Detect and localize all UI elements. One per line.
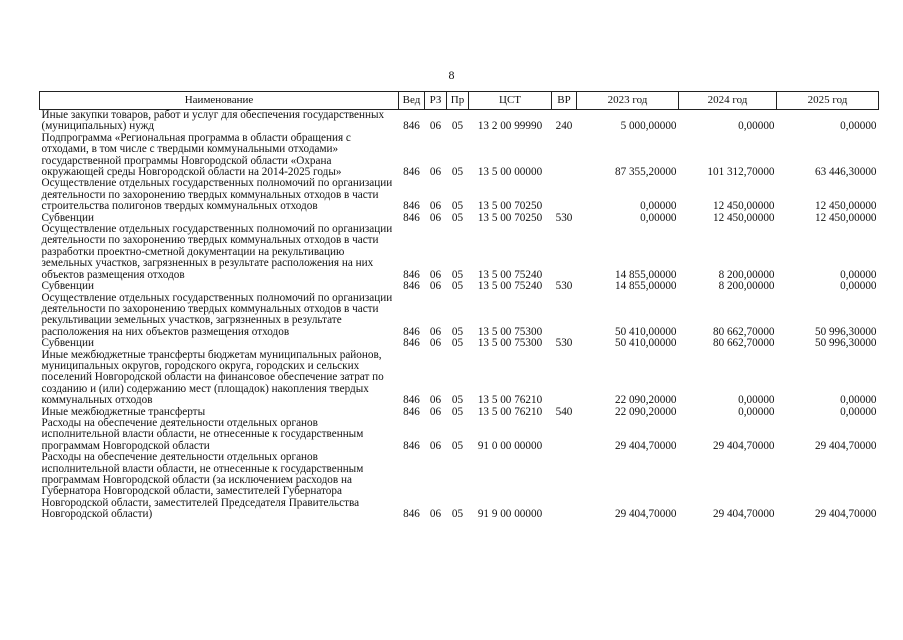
row-2024: 12 450,00000	[712, 200, 775, 213]
row-2023: 5 000,00000	[620, 120, 677, 133]
row-ved: 846	[403, 508, 420, 521]
row-2025: 50 996,30000	[814, 325, 877, 338]
row-vr	[552, 452, 577, 520]
table-row	[40, 110, 879, 133]
row-name: Иные межбюджетные трансферты бюджетам муниципальных районов, муниципальных округов, городского округа, городских и сельских поселений Новгородской области на финансовое обеспечение затрат по созданию и (или) содержанию мест (площадок) накопления твердых коммунальных отходов	[41, 348, 384, 407]
row-vr	[552, 133, 577, 179]
row-name: Осуществление отдельных государственных полномочий по организации деятельности по захоронению твердых коммунальных отходов в части рекультивации земельных участков, загрязненных в результате расположения на них объектов размещения отходов	[41, 291, 393, 338]
row-2024: 0,00000	[738, 120, 775, 133]
row-2023: 29 404,70000	[614, 508, 677, 521]
header-vr: ВР	[552, 92, 577, 110]
table-row	[40, 418, 879, 452]
header-ved: Вед	[399, 92, 425, 110]
row-rz: 06	[429, 211, 442, 224]
row-vr: 530	[555, 337, 573, 350]
row-rz: 06	[429, 394, 442, 407]
table-row	[40, 293, 879, 339]
header-2025: 2025 год	[777, 92, 879, 110]
row-name: Субвенции	[41, 211, 94, 224]
row-rz: 06	[429, 439, 442, 452]
row-ved: 846	[403, 394, 420, 407]
row-cst: 91 9 00 00000	[477, 508, 543, 521]
row-2023: 0,00000	[640, 200, 677, 213]
table-row	[40, 178, 879, 212]
header-pr: Пр	[447, 92, 469, 110]
row-rz: 06	[429, 166, 442, 179]
row-cst: 13 5 00 75300	[477, 337, 543, 350]
row-2023: 22 090,20000	[614, 394, 677, 407]
row-2024: 8 200,00000	[718, 280, 775, 293]
row-rz: 06	[429, 405, 442, 418]
row-cst: 13 2 00 99990	[477, 120, 543, 133]
row-name: Расходы на обеспечение деятельности отдельных органов исполнительной власти области, не отнесенные к государственным программам Новгородской области	[41, 416, 364, 452]
row-2025: 0,00000	[840, 405, 877, 418]
page-number: 8	[448, 68, 455, 82]
row-2025: 50 996,30000	[814, 337, 877, 350]
row-ved: 846	[403, 211, 420, 224]
row-pr: 05	[451, 268, 464, 281]
row-name: Иные закупки товаров, работ и услуг для обеспечения государственных (муниципальных) нужд	[41, 109, 385, 133]
header-name: Наименование	[40, 92, 399, 110]
row-vr	[552, 418, 577, 452]
row-2024: 0,00000	[738, 394, 775, 407]
row-2023: 22 090,20000	[614, 405, 677, 418]
header-rz: РЗ	[425, 92, 447, 110]
row-2023: 50 410,00000	[614, 325, 677, 338]
row-vr: 540	[555, 405, 573, 418]
table-row	[40, 281, 879, 292]
row-2025: 29 404,70000	[814, 508, 877, 521]
header-cst: ЦСТ	[469, 92, 552, 110]
table-row	[40, 224, 879, 281]
row-name: Осуществление отдельных государственных полномочий по организации деятельности по захоронению твердых коммунальных отходов в части строительства полигонов твердых коммунальных отходов	[41, 177, 393, 213]
row-rz: 06	[429, 325, 442, 338]
row-cst: 13 5 00 76210	[477, 394, 543, 407]
row-cst: 13 5 00 75240	[477, 280, 543, 293]
row-2023: 14 855,00000	[614, 268, 677, 281]
row-ved: 846	[403, 166, 420, 179]
row-ved: 846	[403, 337, 420, 350]
row-ved: 846	[403, 268, 420, 281]
table-row	[40, 338, 879, 349]
row-2024: 12 450,00000	[712, 211, 775, 224]
row-2025: 63 446,30000	[814, 166, 877, 179]
row-pr: 05	[451, 211, 464, 224]
row-name: Осуществление отдельных государственных полномочий по организации деятельности по захоронению твердых коммунальных отходов в части разработки проектно-сметной документации на рекультивацию земельных участков, загрязненных в результате расположения на них объектов размещения отходов	[41, 223, 393, 281]
table-row	[40, 350, 879, 407]
row-2025: 0,00000	[840, 268, 877, 281]
row-rz: 06	[429, 120, 442, 133]
row-cst: 13 5 00 70250	[477, 211, 543, 224]
row-rz: 06	[429, 268, 442, 281]
row-2024: 29 404,70000	[712, 439, 775, 452]
row-pr: 05	[451, 200, 464, 213]
row-2025: 0,00000	[840, 120, 877, 133]
row-2023: 0,00000	[640, 211, 677, 224]
row-pr: 05	[451, 120, 464, 133]
row-2023: 29 404,70000	[614, 439, 677, 452]
row-2025: 0,00000	[840, 394, 877, 407]
row-cst: 13 5 00 75240	[477, 268, 543, 281]
row-cst: 13 5 00 76210	[477, 405, 543, 418]
table-row	[40, 133, 879, 179]
row-ved: 846	[403, 439, 420, 452]
row-cst: 13 5 00 70250	[477, 200, 543, 213]
row-rz: 06	[429, 200, 442, 213]
row-pr: 05	[451, 508, 464, 521]
row-cst: 91 0 00 00000	[477, 439, 543, 452]
row-cst: 13 5 00 00000	[477, 166, 543, 179]
row-pr: 05	[451, 166, 464, 179]
row-ved: 846	[403, 405, 420, 418]
header-2024: 2024 год	[679, 92, 777, 110]
row-name: Субвенции	[41, 280, 94, 293]
row-2024: 101 312,70000	[707, 166, 775, 179]
row-ved: 846	[403, 200, 420, 213]
row-vr	[552, 224, 577, 281]
row-rz: 06	[429, 508, 442, 521]
row-pr: 05	[451, 439, 464, 452]
row-vr	[552, 350, 577, 407]
row-2024: 29 404,70000	[712, 508, 775, 521]
row-2025: 0,00000	[840, 280, 877, 293]
row-2024: 0,00000	[738, 405, 775, 418]
row-rz: 06	[429, 280, 442, 293]
row-pr: 05	[451, 394, 464, 407]
row-vr: 530	[555, 280, 573, 293]
row-name: Подпрограмма «Региональная программа в области обращения с отходами, в том числе с твердыми коммунальными отходами» государственной программы Новгородской области «Охрана окружающей среды Новгородской области на 2014-2025 годы»	[41, 131, 351, 179]
row-name: Субвенции	[41, 337, 94, 350]
table-row	[40, 452, 879, 520]
row-2025: 12 450,00000	[814, 200, 877, 213]
row-name: Расходы на обеспечение деятельности отдельных органов исполнительной власти области, не отнесенные к государственным программам Новгородской области (за исключением расходов на Губернатора Новгородской области, заместителей Губернатора Новгородской области, заместителей Председателя Правительства Новгородской области)	[41, 451, 364, 521]
row-2023: 50 410,00000	[614, 337, 677, 350]
row-pr: 05	[451, 325, 464, 338]
row-2024: 80 662,70000	[712, 325, 775, 338]
row-pr: 05	[451, 405, 464, 418]
row-vr: 240	[555, 120, 573, 133]
row-vr	[552, 178, 577, 212]
row-pr: 05	[451, 280, 464, 293]
row-vr: 530	[555, 211, 573, 224]
row-2024: 8 200,00000	[718, 268, 775, 281]
row-vr	[552, 293, 577, 339]
table-header-row	[40, 92, 879, 110]
budget-table	[39, 91, 879, 521]
row-ved: 846	[403, 325, 420, 338]
row-pr: 05	[451, 337, 464, 350]
row-2023: 87 355,20000	[614, 166, 677, 179]
row-name: Иные межбюджетные трансферты	[41, 405, 206, 418]
row-2023: 14 855,00000	[614, 280, 677, 293]
row-2025: 12 450,00000	[814, 211, 877, 224]
row-cst: 13 5 00 75300	[477, 325, 543, 338]
row-2024: 80 662,70000	[712, 337, 775, 350]
row-ved: 846	[403, 120, 420, 133]
row-2025: 29 404,70000	[814, 439, 877, 452]
row-rz: 06	[429, 337, 442, 350]
header-2023: 2023 год	[577, 92, 679, 110]
row-ved: 846	[403, 280, 420, 293]
